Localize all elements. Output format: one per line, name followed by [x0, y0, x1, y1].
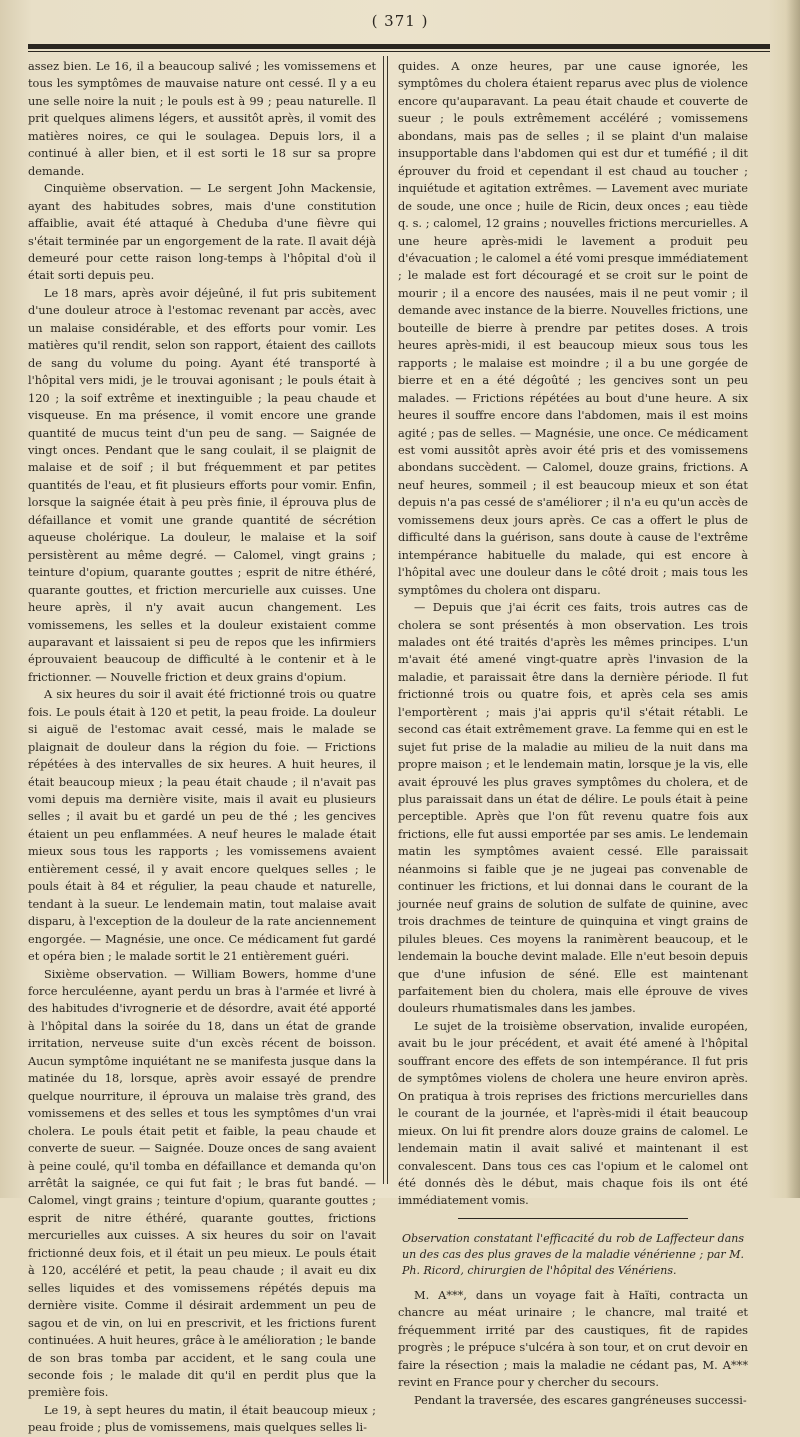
article-heading: Observation constatant l'efficacité du rob de Laffecteur dans un des cas des plus graves de la maladie vénérienne ; par M. Ph. Ricord, chirurgien de l'hôpital des Vénériens.: [402, 1231, 744, 1277]
paragraph: Le sujet de la troisième observation, invalide européen, avait bu le jour précédent, et avait été amené à l'hôpital souffrant encore des effets de son intempérance. Il fut pris de symptômes violens de cholera une heure environ après. On pratiqua à trois reprises des frictions mercurielles dans le courant de la journée, et l'après-midi il était beaucoup mieux. On lui fit prendre alors douze grains de calomel. Le lendemain matin il avait salivé et maintenant il est convalescent. Dans tous ces cas l'opium et le calomel ont été donnés dès le début, mais chaque fois ils ont été immédiatement vomis.: [398, 1018, 748, 1208]
column-divider: [387, 56, 388, 1184]
paragraph: M. A***, dans un voyage fait à Haïti, contracta un chancre au méat urinaire ; le chancre, mal traité et fréquemment irrité par des caustiques, fit de rapides progrès ; le prépuce s'ulcéra à son tour, et on crut devoir en faire la résection ; mais la maladie ne cédant pas, M. A*** revint en France pour y chercher du secours.: [398, 1287, 748, 1390]
paragraph: quides. A onze heures, par une cause ignorée, les symptômes du cholera étaient reparus avec plus de violence encore qu'auparavant. La peau était chaude et couverte de sueur ; le pouls extrêmement accéléré ; vomissemens abondans, mais pas de selles ; il se plaint d'un malaise insupportable dans l'abdomen qui est dur et tuméfié ; il dit éprouver du froid et cependant il est chaud au toucher ; inquiétude et agitation extrêmes. — Lavement avec muriate de soude, une once ; huile de Ricin, deux onces ; eau tiède q. s. ; calomel, 12 grains ; nouvelles frictions mercurielles. A une heure après-midi le lavement a produit peu d'évacuation ; le calomel a été vomi presque immédiatement ; le malade est fort découragé et se croit sur le point de mourir ; il a encore des nausées, mais il ne peut vomir ; il demande avec instance de la bierre. Nouvelles frictions, une bouteille de bierre à prendre par petites doses. A trois heures après-midi, il est beaucoup mieux sous tous les rapports ; le malaise est moindre ; il a bu une gorgée de bierre et en a été dégoûté ; les gencives sont un peu malades. — Frictions répétées au bout d'une heure. A six heures il souffre encore dans l'abdomen, mais il est moins agité ; pas de selles. — Magnésie, une once. Ce médicament est vomi aussitôt après avoir été pris et des vomissemens abondans succèdent. — Calomel, douze grains, frictions. A neuf heures, sommeil ; il est beaucoup mieux et son état depuis n'a pas cessé de s'améliorer ; il n'a eu qu'un accès de vomissemens deux jours après. Ce cas a offert le plus de difficulté dans la guérison, sans doute à cause de l'extrême intempérance habituelle du malade, qui est encore à l'hôpital avec une douleur dans le côté droit ; mais tous les symptômes du cholera ont disparu.: [398, 59, 748, 597]
header-rule-thin: [28, 51, 770, 52]
paragraph: assez bien. Le 16, il a beaucoup salivé ; les vomissemens et tous les symptômes de mauvaise nature ont cessé. Il y a eu une selle noire la nuit ; le pouls est à 99 ; peau naturelle. Il prit quelques alimens légers, et aussitôt après, il vomit des matières noires, ce qui le soulagea. Depuis lors, il a continué à aller bien, et il est sorti le 18 sur sa propre demande.: [28, 59, 376, 178]
column-divider: [383, 56, 384, 1184]
page-edge-shadow: [786, 0, 800, 1198]
paragraph: Cinquième observation. — Le sergent John Mackensie, ayant des habitudes sobres, mais d'une constitution affaiblie, avait été attaqué à Cheduba d'une fièvre qui s'était terminée par un engorgement de la rate. Il avait déjà demeuré pour cette raison long-temps à l'hôpital d'où il était sorti depuis peu.: [28, 181, 376, 283]
header-rule: [28, 44, 770, 49]
section-rule: [458, 1218, 688, 1219]
left-column: [28, 58, 376, 1435]
paragraph: Pendant la traversée, des escares gangréneuses successi-: [414, 1392, 747, 1407]
paragraph: — Depuis que j'ai écrit ces faits, trois autres cas de cholera se sont présentés à mon observation. Les trois malades ont été traités d'après les mêmes principes. L'un m'avait été amené vingt-quatre après l'invasion de la maladie, et paraissait être dans la dernière période. Il fut frictionné trois ou quatre fois, et après cela ses amis l'emportèrent ; mais j'ai appris qu'il s'était rétabli. Le second cas était extrêmement grave. La femme qui en est le sujet fut prise de la maladie au milieu de la nuit dans ma propre maison ; et le lendemain matin, lorsque je la vis, elle avait éprouvé les plus graves symptômes du cholera, et de plus paraissait dans un état de délire. Le pouls était à peine perceptible. Après que l'on fût revenu quatre fois aux frictions, elle fut aussi emportée par ses amis. Le lendemain matin les symptômes avaient cessé. Elle paraissait néanmoins si faible que je ne jugeai pas convenable de continuer les frictions, et lui donnai dans le courant de la journée neuf grains de solution de sulfate de quinine, avec trois drachmes de teinture de quinquina et vingt grains de pilules bleues. Ces moyens la ranimèrent beaucoup, et le lendemain la bouche devint malade. Elle n'eut besoin depuis que d'une infusion de séné. Elle est maintenant parfaitement bien du cholera, mais elle éprouve de vives douleurs rhumatismales dans les jambes.: [398, 600, 748, 1016]
right-column: [398, 58, 748, 1407]
paragraph: Le 18 mars, après avoir déjeûné, il fut pris subitement d'une douleur atroce à l'estomac revenant par accès, avec un malaise considérable, et des efforts pour vomir. Les matières qu'il rendit, selon son rapport, étaient des caillots de sang du volume du poing. Ayant été transporté à l'hôpital vers midi, je le trouvai agonisant ; le pouls était à 120 ; la soif extrême et inextinguible ; la peau chaude et visqueuse. En ma présence, il vomit encore une grande quantité de mucus teint d'un peu de sang. — Saignée de vingt onces. Pendant que le sang coulait, il se plaignit de malaise et de soif ; il but fréquemment et par petites quantités de l'eau, et fit plusieurs efforts pour vomir. Enfin, lorsque la saignée était à peu près finie, il éprouva plus de défaillance et vomit une grande quantité de sécrétion aqueuse cholérique. La douleur, le malaise et la soif persistèrent au même degré. — Calomel, vingt grains ; teinture d'opium, quarante gouttes ; esprit de nitre éthéré, quarante gouttes, et friction mercurielle aux cuisses. Une heure après, il n'y avait aucun changement. Les vomissemens, les selles et la douleur existaient comme auparavant et laissaient si peu de repos que les infirmiers éprouvaient beaucoup de difficulté à le contenir et à le frictionner. — Nouvelle friction et deux grains d'opium.: [28, 285, 376, 684]
page-number: ( 371 ): [371, 12, 429, 30]
paragraph: Sixième observation. — William Bowers, homme d'une force herculéenne, ayant perdu un bras à l'armée et livré à des habitudes d'ivrognerie et de désordre, avait été apporté à l'hôpital dans la soirée du 18, dans un état de grande irritation, nerveuse suite d'un excès récent de boisson. Aucun symptôme inquiétant ne se manifesta jusque dans la matinée du 18, lorsque, après avoir essayé de prendre quelque nourriture, il éprouva un malaise très grand, des vomissemens et des selles et tous les symptômes d'un vrai cholera. Le pouls était petit et faible, la peau chaude et converte de sueur. — Saignée. Douze onces de sang avaient à peine coulé, qu'il tomba en défaillance et demanda qu'on arrêtât la saignée, ce qui fut fait ; le bras fut bandé. — Calomel, vingt grains ; teinture d'opium, quarante gouttes ; esprit de nitre éthéré, quarante gouttes, frictions mercurielles aux cuisses. A six heures du soir on l'avait frictionné deux fois, et il était un peu mieux. Le pouls était à 120, accéléré et petit, la peau chaude ; il avait eu dix selles liquides et des vomissemens répétés depuis ma dernière visite. Comme il désirait ardemment un peu de sagou et de vin, on lui en prescrivit, et les frictions furent continuées. A huit heures, grâce à le amélioration ; le bande de son bras tomba par accident, et le sang coula une seconde fois ; le malade dit qu'il en perdit plus que la première fois.: [28, 966, 376, 1400]
paragraph: Le 19, à sept heures du matin, il était beaucoup mieux ; peau froide ; plus de vomissemens, mais quelques selles li-: [28, 1402, 376, 1435]
paragraph: A six heures du soir il avait été frictionné trois ou quatre fois. Le pouls était à 120 et petit, la peau froide. La douleur si aiguë de l'estomac avait cessé, mais le malade se plaignait de douleur dans la région du foie. — Frictions répétées à des intervalles de six heures. A huit heures, il était beaucoup mieux ; la peau était chaude ; il n'avait pas vomi depuis ma dernière visite, mais il avait eu plusieurs selles ; il avait bu et gardé un peu de thé ; les gencives étaient un peu enflammées. A neuf heures le malade était mieux sous tous les rapports ; les vomissemens avaient entièrement cessé, il y avait encore quelques selles ; le pouls était à 84 et régulier, la peau chaude et naturelle, tendant à la sueur. Le lendemain matin, tout malaise avait disparu, à l'exception de la douleur de la rate anciennement engorgée. — Magnésie, une once. Ce médicament fut gardé et opéra bien ; le malade sortit le 21 entièrement guéri.: [28, 687, 376, 964]
